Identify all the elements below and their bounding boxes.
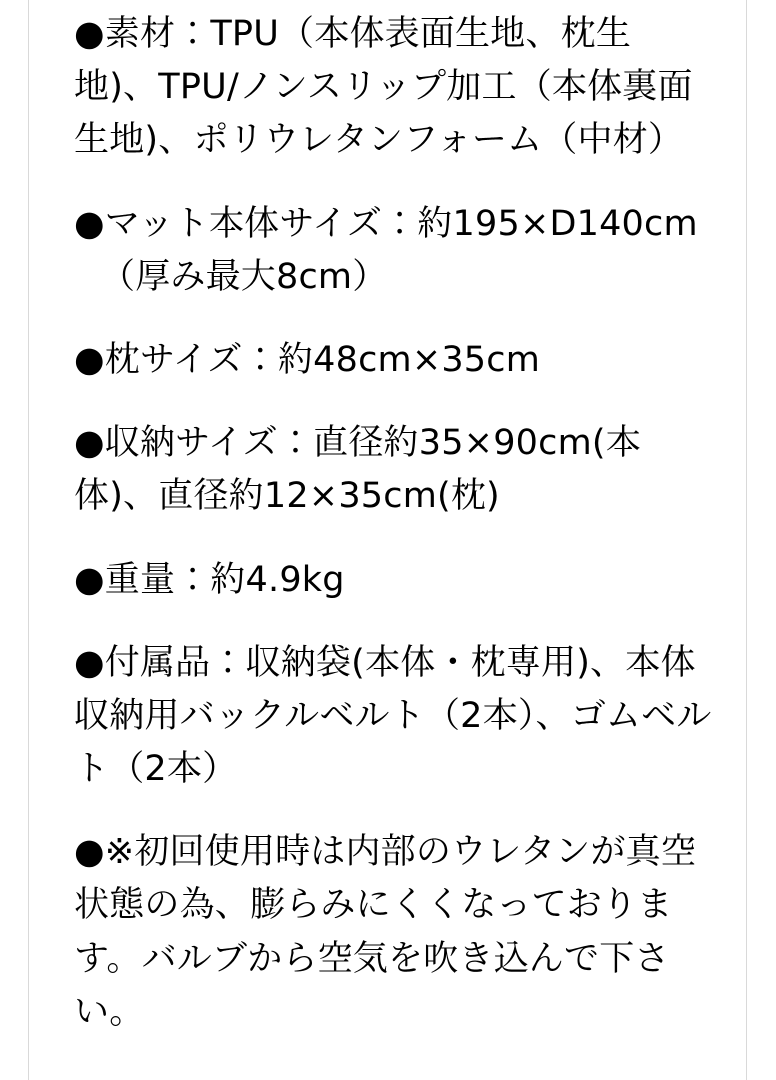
spec-item-mat-size: [74, 198, 714, 304]
spec-item-weight: ●重量：約4.9kg: [74, 559, 345, 600]
spec-item-mat-size-main: ●マット本体サイズ：約195×D140cm: [74, 203, 698, 244]
spec-item-storage-size: ●収納サイズ：直径約35×90cm(本体)、直径約12×35cm(枕): [74, 423, 641, 517]
spec-item-pillow-size: ●枕サイズ：約48cm×35cm: [74, 339, 541, 380]
left-margin-rule: [28, 0, 29, 1080]
right-margin-rule: [746, 0, 747, 1080]
specification-list: [74, 8, 714, 1039]
spec-item-note: ●※初回使用時は内部のウレタンが真空状態の為、膨らみにくくなっております。バルブから空気を吹き込んで下さい。: [74, 832, 697, 1032]
spec-item-accessories: ●付属品：収納袋(本体・枕専用)、本体収納用バックルベルト（2本）、ゴムベルト（2本）: [74, 642, 712, 790]
spec-item-mat-size-sub: （厚み最大8cm）: [100, 256, 388, 297]
spec-item-material: ●素材：TPU（本体表面生地、枕生地)、TPU/ノンスリップ加工（本体裏面生地)、ポリウレタンフォーム（中材）: [74, 14, 693, 161]
